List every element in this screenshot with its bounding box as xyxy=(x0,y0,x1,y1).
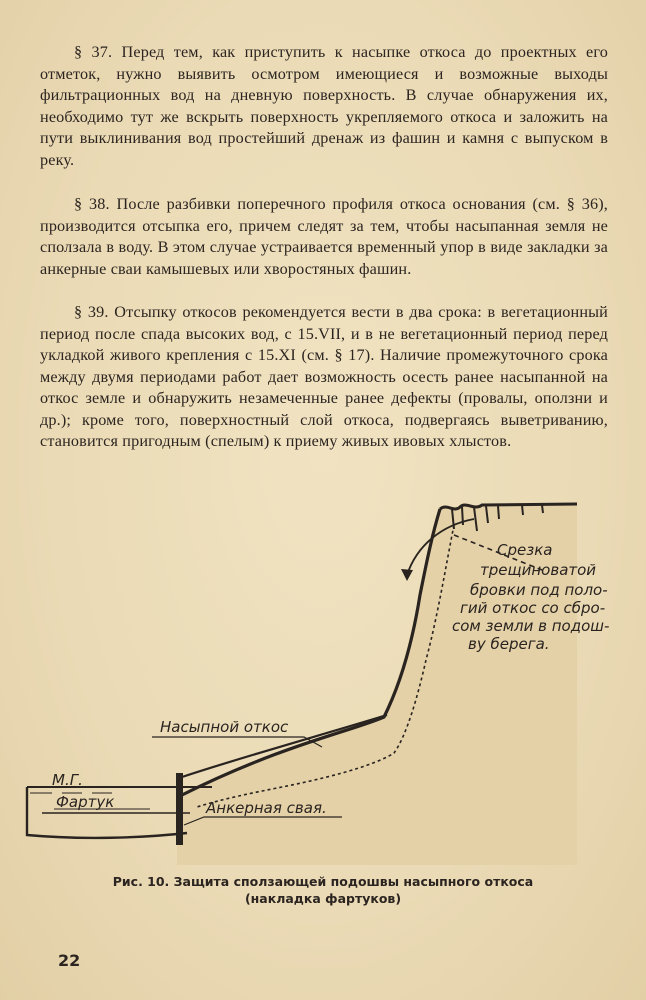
annotation-line-3: бровки под поло- xyxy=(470,581,608,599)
paragraph-37 xyxy=(40,42,608,171)
slope-profile-drawing xyxy=(22,495,610,865)
paragraph-37-text: § 37. Перед тем, как приступить к насыпке откоса до проектных его отметок, нужно выявить осмотром имеющиеся и возможные выходы фильтрационных вод на дневную поверхность. В случае обнаружения их, необходимо тут же вскрыть поверхность укрепляемого откоса и заложить на пути выклинивания вод простейший дренаж из фашин и камня с выпуском в реку. xyxy=(40,43,608,169)
annotation-line-2: трещиноватой xyxy=(480,561,597,579)
label-water-level: М.Г. xyxy=(52,771,83,789)
figure-caption xyxy=(60,873,586,907)
annotation-line-6: ву берега. xyxy=(468,635,550,653)
label-anchor-pile: Анкерная свая. xyxy=(206,799,327,817)
anchor-pile xyxy=(176,773,183,845)
label-apron: Фартук xyxy=(56,793,115,811)
paragraph-39-text: § 39. Отсыпку откосов рекомендуется вести в два срока: в вегетационный период после спада высоких вод, с 15.VII, и в не вегетационный период перед укладкой живого крепления с 15.XI (см. § 17). Наличие промежуточного срока между двумя периодами работ дает возможность осесть ранее насыпанной на откос земле и обнаружить незамеченные ранее дефекты (провалы, оползни и др.); кроме того, поверхностный слой откоса, подвергаясь выветриванию, становится пригодным (спелым) к приему живых ивовых хлыстов. xyxy=(40,303,608,450)
earth-dump-arrowhead xyxy=(401,569,413,581)
label-fill-slope: Насыпной откос xyxy=(160,718,289,736)
annotation-line-1: Срезка xyxy=(497,541,553,559)
figure-slope-protection xyxy=(22,495,610,865)
paragraph-39 xyxy=(40,302,608,453)
paragraph-38-text: § 38. После разбивки поперечного профиля откоса основания (см. § 36), производится отсыпка его, причем следят за тем, чтобы насыпанная земля не сползала в воду. В этом случае устраивается временный упор в виде закладки за анкерные сваи камышевых или хворостяных фашин. xyxy=(40,195,608,278)
paragraph-38 xyxy=(40,194,608,280)
figure-caption-line-2: (накладка фартуков) xyxy=(244,891,402,906)
annotation-line-5: сом земли в подош- xyxy=(452,617,610,635)
page-number: 22 xyxy=(58,951,81,970)
annotation-line-4: гий откос со сбро- xyxy=(460,599,606,617)
figure-caption-line-1: Рис. 10. Защита сползающей подошвы насыпного откоса xyxy=(112,874,534,889)
